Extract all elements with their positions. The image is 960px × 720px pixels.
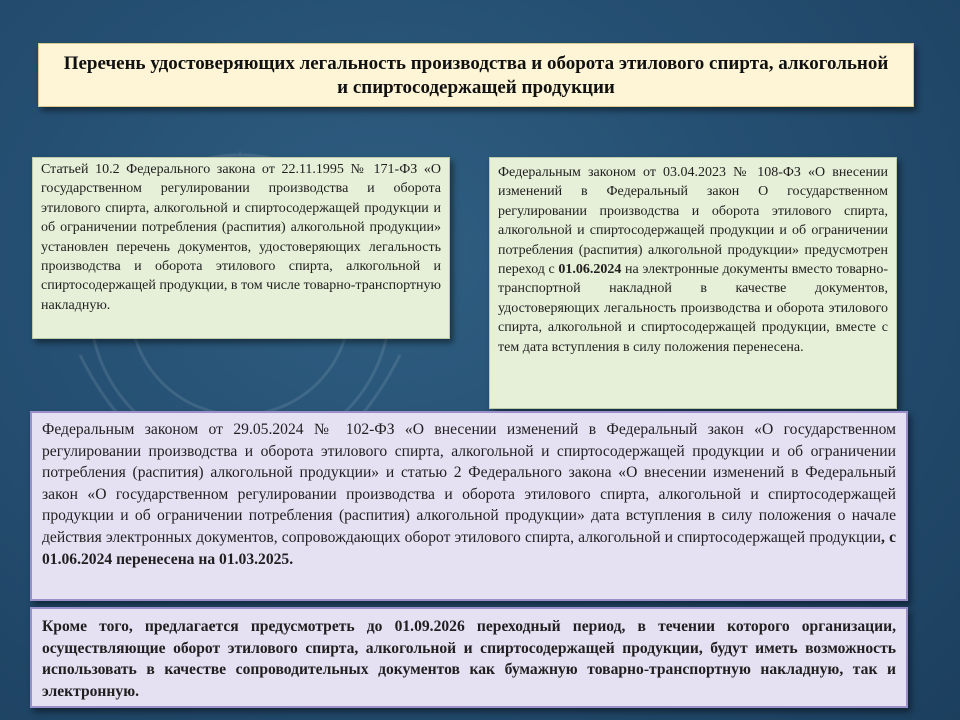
law-102-text: Федеральным законом от 29.05.2024 № 102-ФЗ «О внесении изменений в Федеральный закон «О государственном регулировании производства и оборота этилового спирта, алкогольной и спиртосодержащей продукции и об ограничении потребления (распития) алкогольной продукции» и статью 2 Федерального закона «О внесении изменений в Федеральный закон «О государственном регулировании производства и оборота этилового спирта, алкогольной и спиртосодержащей продукции и об ограничении потребления (распития) алкогольной продукции» дата вступления в силу положения о начале действия электронных документов, сопровождающих оборот этилового спирта, алкогольной и спиртосодержащей продукции (42, 421, 896, 546)
law-171-text: Статьей 10.2 Федерального закона от 22.11.1995 № 171-ФЗ «О государственном регулировании производства и оборота этилового спирта, алкогольной и спиртосодержащей продукции и об ограничении потребления (распития) алкогольной продукции» установлен перечень документов, удостоверяющих легальность производства и оборота этилового спирта, алкогольной и спиртосодержащей продукции, в том числе товарно-транспортную накладную. (41, 162, 441, 313)
law-108-text-after: на электронные документы вместо товарно-транспортной накладной в качестве документов, удостоверяющих легальность производства и оборота этилового спирта, алкогольной и спиртосодержащей продукции, вместе с тем дата вступления в силу положения перенесена. (498, 262, 888, 355)
law-171-box (32, 157, 450, 339)
law-108-box (489, 157, 897, 409)
law-102-date-change: , с 01.06.2024 перенесена на 01.03.2025. (42, 528, 896, 568)
law-108-date: 01.06.2024 (558, 262, 622, 278)
law-108-paragraph (498, 163, 888, 357)
page-title-box (38, 43, 914, 107)
law-102-paragraph (42, 419, 896, 570)
transition-period-box (30, 607, 908, 708)
page-title: Перечень удостоверяющих легальность производства и оборота этилового спирта, алкогольной и спиртосодержащей продукции (63, 53, 889, 98)
transition-period-text: Кроме того, предлагается предусмотреть до 01.09.2026 переходный период, в течении которого организации, осуществляющие оборот этилового спирта, алкогольной и спиртосодержащей продукции, будут иметь возможность использовать в качестве сопроводительных документов как бумажную товарно-транспортную накладную, так и электронную. (42, 618, 896, 700)
law-108-text-before: Федеральным законом от 03.04.2023 № 108-ФЗ «О внесении изменений в Федеральный закон О государственном регулировании производства и оборота этилового спирта, алкогольной и спиртосодержащей продукции и об ограничении потребления (распития) алкогольной продукции» предусмотрен переход с (498, 165, 888, 278)
law-102-box (30, 411, 908, 601)
